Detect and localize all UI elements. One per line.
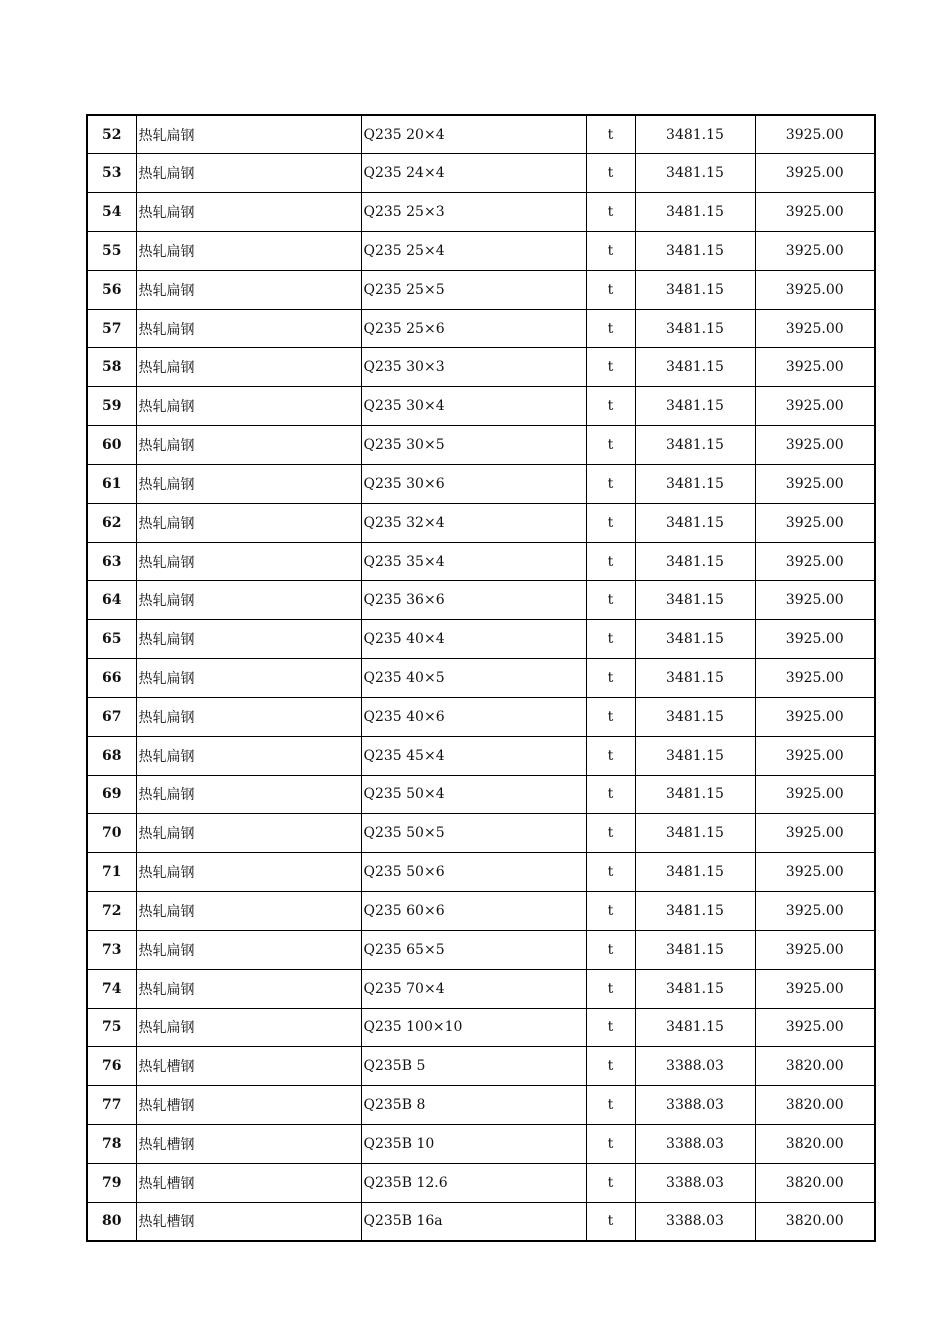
unit-cell: t [586,426,635,465]
material-name-cell: 热轧扁钢 [136,930,361,969]
specification-cell: Q235 30×3 [361,348,586,387]
unit-cell: t [586,930,635,969]
row-number-cell: 65 [87,620,136,659]
table-row [87,892,875,931]
price-excluding-tax-cell: 3481.15 [635,697,755,736]
price-including-tax-cell: 3925.00 [755,697,875,736]
unit-cell: t [586,581,635,620]
material-name-cell: 热轧槽钢 [136,1202,361,1241]
unit-cell: t [586,814,635,853]
material-name-cell: 热轧槽钢 [136,1125,361,1164]
unit-cell: t [586,270,635,309]
unit-cell: t [586,697,635,736]
row-number-cell: 69 [87,775,136,814]
row-number-cell: 70 [87,814,136,853]
table-row [87,853,875,892]
material-name-cell: 热轧槽钢 [136,1163,361,1202]
specification-cell: Q235B 8 [361,1086,586,1125]
specification-cell: Q235 25×6 [361,309,586,348]
specification-cell: Q235 20×4 [361,115,586,154]
specification-cell: Q235 65×5 [361,930,586,969]
price-including-tax-cell: 3925.00 [755,231,875,270]
specification-cell: Q235 36×6 [361,581,586,620]
material-name-cell: 热轧扁钢 [136,387,361,426]
price-including-tax-cell: 3925.00 [755,969,875,1008]
price-including-tax-cell: 3925.00 [755,736,875,775]
price-excluding-tax-cell: 3388.03 [635,1086,755,1125]
material-name-cell: 热轧扁钢 [136,969,361,1008]
table-row [87,697,875,736]
unit-cell: t [586,115,635,154]
unit-cell: t [586,503,635,542]
specification-cell: Q235 25×3 [361,193,586,232]
row-number-cell: 60 [87,426,136,465]
unit-cell: t [586,736,635,775]
table-row [87,387,875,426]
material-name-cell: 热轧扁钢 [136,814,361,853]
unit-cell: t [586,853,635,892]
price-including-tax-cell: 3925.00 [755,348,875,387]
price-including-tax-cell: 3925.00 [755,542,875,581]
price-excluding-tax-cell: 3481.15 [635,1008,755,1047]
table-row [87,775,875,814]
row-number-cell: 80 [87,1202,136,1241]
price-excluding-tax-cell: 3388.03 [635,1163,755,1202]
price-excluding-tax-cell: 3481.15 [635,892,755,931]
price-including-tax-cell: 3925.00 [755,814,875,853]
table-row [87,1125,875,1164]
price-including-tax-cell: 3925.00 [755,154,875,193]
unit-cell: t [586,620,635,659]
table-row [87,464,875,503]
row-number-cell: 79 [87,1163,136,1202]
table-row [87,348,875,387]
material-name-cell: 热轧扁钢 [136,581,361,620]
unit-cell: t [586,1163,635,1202]
specification-cell: Q235 50×5 [361,814,586,853]
specification-cell: Q235 25×4 [361,231,586,270]
price-excluding-tax-cell: 3481.15 [635,775,755,814]
material-name-cell: 热轧扁钢 [136,620,361,659]
material-name-cell: 热轧槽钢 [136,1047,361,1086]
specification-cell: Q235 60×6 [361,892,586,931]
price-including-tax-cell: 3925.00 [755,270,875,309]
unit-cell: t [586,892,635,931]
row-number-cell: 75 [87,1008,136,1047]
price-excluding-tax-cell: 3388.03 [635,1125,755,1164]
row-number-cell: 78 [87,1125,136,1164]
unit-cell: t [586,231,635,270]
unit-cell: t [586,1202,635,1241]
price-including-tax-cell: 3925.00 [755,464,875,503]
price-including-tax-cell: 3925.00 [755,775,875,814]
table-row [87,115,875,154]
material-name-cell: 热轧扁钢 [136,309,361,348]
price-including-tax-cell: 3925.00 [755,620,875,659]
unit-cell: t [586,193,635,232]
specification-cell: Q235 70×4 [361,969,586,1008]
price-including-tax-cell: 3925.00 [755,426,875,465]
price-excluding-tax-cell: 3481.15 [635,930,755,969]
specification-cell: Q235 50×6 [361,853,586,892]
unit-cell: t [586,154,635,193]
specification-cell: Q235B 16a [361,1202,586,1241]
table-row [87,231,875,270]
unit-cell: t [586,464,635,503]
material-name-cell: 热轧扁钢 [136,736,361,775]
row-number-cell: 73 [87,930,136,969]
row-number-cell: 66 [87,659,136,698]
price-including-tax-cell: 3925.00 [755,387,875,426]
specification-cell: Q235 30×5 [361,426,586,465]
price-excluding-tax-cell: 3481.15 [635,581,755,620]
table-row [87,426,875,465]
unit-cell: t [586,309,635,348]
material-name-cell: 热轧槽钢 [136,1086,361,1125]
price-excluding-tax-cell: 3481.15 [635,464,755,503]
price-excluding-tax-cell: 3481.15 [635,620,755,659]
unit-cell: t [586,1008,635,1047]
row-number-cell: 74 [87,969,136,1008]
row-number-cell: 77 [87,1086,136,1125]
row-number-cell: 59 [87,387,136,426]
row-number-cell: 62 [87,503,136,542]
price-including-tax-cell: 3925.00 [755,309,875,348]
table-row [87,736,875,775]
material-name-cell: 热轧扁钢 [136,348,361,387]
material-name-cell: 热轧扁钢 [136,1008,361,1047]
price-table [86,114,876,1242]
specification-cell: Q235 32×4 [361,503,586,542]
material-name-cell: 热轧扁钢 [136,115,361,154]
price-excluding-tax-cell: 3481.15 [635,193,755,232]
price-excluding-tax-cell: 3388.03 [635,1202,755,1241]
material-name-cell: 热轧扁钢 [136,231,361,270]
price-excluding-tax-cell: 3481.15 [635,659,755,698]
price-excluding-tax-cell: 3481.15 [635,115,755,154]
row-number-cell: 53 [87,154,136,193]
row-number-cell: 76 [87,1047,136,1086]
price-including-tax-cell: 3820.00 [755,1125,875,1164]
row-number-cell: 71 [87,853,136,892]
specification-cell: Q235B 5 [361,1047,586,1086]
row-number-cell: 55 [87,231,136,270]
price-excluding-tax-cell: 3481.15 [635,348,755,387]
row-number-cell: 68 [87,736,136,775]
price-including-tax-cell: 3925.00 [755,115,875,154]
specification-cell: Q235 40×4 [361,620,586,659]
price-table-body [87,115,875,1241]
table-row [87,620,875,659]
table-row [87,581,875,620]
row-number-cell: 64 [87,581,136,620]
row-number-cell: 57 [87,309,136,348]
price-excluding-tax-cell: 3481.15 [635,542,755,581]
specification-cell: Q235 50×4 [361,775,586,814]
unit-cell: t [586,1086,635,1125]
table-row [87,154,875,193]
table-row [87,930,875,969]
row-number-cell: 54 [87,193,136,232]
price-excluding-tax-cell: 3481.15 [635,853,755,892]
unit-cell: t [586,387,635,426]
price-including-tax-cell: 3925.00 [755,1008,875,1047]
material-name-cell: 热轧扁钢 [136,154,361,193]
price-excluding-tax-cell: 3481.15 [635,231,755,270]
price-including-tax-cell: 3925.00 [755,930,875,969]
price-excluding-tax-cell: 3481.15 [635,736,755,775]
row-number-cell: 52 [87,115,136,154]
specification-cell: Q235 40×6 [361,697,586,736]
material-name-cell: 热轧扁钢 [136,853,361,892]
price-including-tax-cell: 3820.00 [755,1086,875,1125]
price-excluding-tax-cell: 3481.15 [635,426,755,465]
specification-cell: Q235 25×5 [361,270,586,309]
specification-cell: Q235 45×4 [361,736,586,775]
material-name-cell: 热轧扁钢 [136,464,361,503]
specification-cell: Q235 30×4 [361,387,586,426]
price-including-tax-cell: 3820.00 [755,1163,875,1202]
material-name-cell: 热轧扁钢 [136,775,361,814]
table-row [87,659,875,698]
specification-cell: Q235B 12.6 [361,1163,586,1202]
row-number-cell: 58 [87,348,136,387]
unit-cell: t [586,542,635,581]
table-row [87,542,875,581]
price-excluding-tax-cell: 3481.15 [635,270,755,309]
price-including-tax-cell: 3820.00 [755,1202,875,1241]
row-number-cell: 72 [87,892,136,931]
unit-cell: t [586,659,635,698]
material-name-cell: 热轧扁钢 [136,426,361,465]
specification-cell: Q235 30×6 [361,464,586,503]
price-excluding-tax-cell: 3481.15 [635,814,755,853]
material-name-cell: 热轧扁钢 [136,697,361,736]
price-excluding-tax-cell: 3481.15 [635,503,755,542]
material-name-cell: 热轧扁钢 [136,503,361,542]
row-number-cell: 61 [87,464,136,503]
table-row [87,1202,875,1241]
price-including-tax-cell: 3925.00 [755,581,875,620]
table-row [87,270,875,309]
price-excluding-tax-cell: 3481.15 [635,387,755,426]
material-name-cell: 热轧扁钢 [136,542,361,581]
price-excluding-tax-cell: 3481.15 [635,309,755,348]
price-including-tax-cell: 3820.00 [755,1047,875,1086]
row-number-cell: 63 [87,542,136,581]
specification-cell: Q235 24×4 [361,154,586,193]
price-excluding-tax-cell: 3388.03 [635,1047,755,1086]
table-row [87,193,875,232]
price-including-tax-cell: 3925.00 [755,892,875,931]
table-row [87,814,875,853]
unit-cell: t [586,1047,635,1086]
unit-cell: t [586,1125,635,1164]
specification-cell: Q235B 10 [361,1125,586,1164]
table-row [87,969,875,1008]
price-including-tax-cell: 3925.00 [755,193,875,232]
table-row [87,1086,875,1125]
unit-cell: t [586,348,635,387]
table-row [87,309,875,348]
material-name-cell: 热轧扁钢 [136,892,361,931]
price-excluding-tax-cell: 3481.15 [635,154,755,193]
specification-cell: Q235 40×5 [361,659,586,698]
table-row [87,1047,875,1086]
material-name-cell: 热轧扁钢 [136,193,361,232]
table-row [87,1008,875,1047]
row-number-cell: 56 [87,270,136,309]
material-name-cell: 热轧扁钢 [136,270,361,309]
row-number-cell: 67 [87,697,136,736]
table-row [87,503,875,542]
price-excluding-tax-cell: 3481.15 [635,969,755,1008]
specification-cell: Q235 100×10 [361,1008,586,1047]
unit-cell: t [586,969,635,1008]
table-row [87,1163,875,1202]
price-including-tax-cell: 3925.00 [755,503,875,542]
material-name-cell: 热轧扁钢 [136,659,361,698]
unit-cell: t [586,775,635,814]
specification-cell: Q235 35×4 [361,542,586,581]
price-including-tax-cell: 3925.00 [755,853,875,892]
price-including-tax-cell: 3925.00 [755,659,875,698]
